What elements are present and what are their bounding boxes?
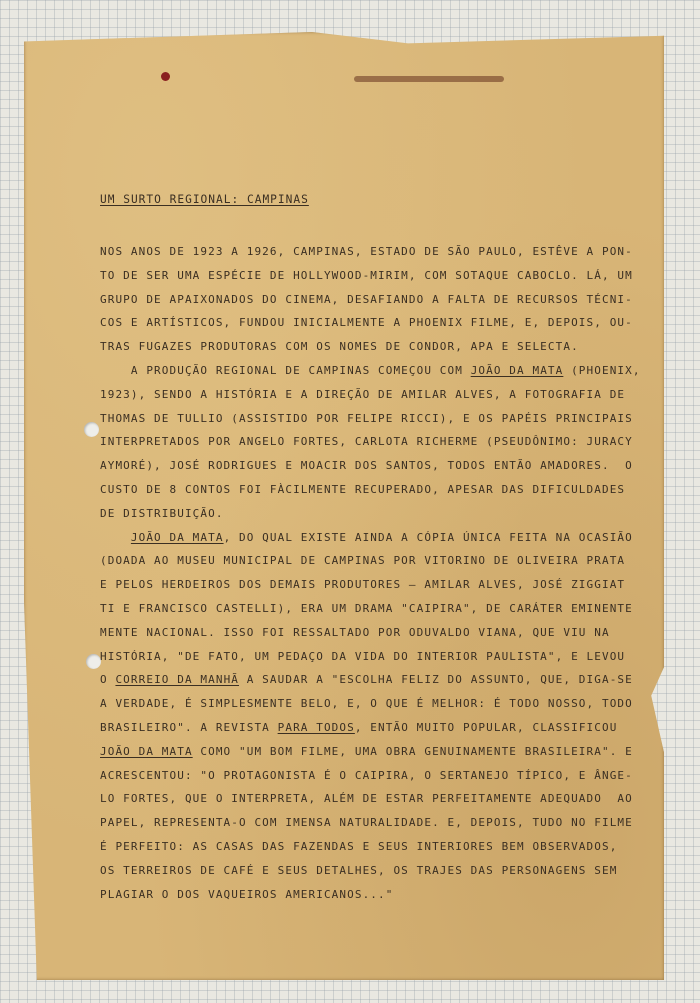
text-segment: A SAUDAR A "ESCOLHA FELIZ DO ASSUNTO, QUE, DIGA-SE: [239, 673, 633, 687]
text-line: [100, 740, 645, 764]
text-segment: TRAS FUGAZES PRODUTORAS COM OS NOMES DE CONDOR, APA E SELECTA.: [100, 340, 579, 354]
text-line: [100, 359, 645, 383]
text-line: [100, 526, 645, 550]
text-segment: TI E FRANCISCO CASTELLI), ERA UM DRAMA "CAIPIRA", DE CARÁTER EMINENTE: [100, 601, 633, 615]
text-line: [100, 883, 645, 907]
text-line: [100, 764, 645, 788]
text-line: [100, 407, 645, 431]
text-line: [100, 502, 645, 526]
text-segment: O: [100, 673, 116, 687]
text-line: [100, 597, 645, 621]
text-segment: THOMAS DE TULLIO (ASSISTIDO POR FELIPE RICCI), E OS PAPÉIS PRINCIPAIS: [100, 411, 633, 425]
text-segment: (PHOENIX,: [563, 363, 641, 377]
underlined-title: CORREIO DA MANHÃ: [115, 673, 240, 687]
text-segment: É PERFEITO: AS CASAS DAS FAZENDAS E SEUS INTERIORES BEM OBSERVADOS,: [100, 839, 618, 853]
text-line: [100, 787, 645, 811]
text-segment: A VERDADE, É SIMPLESMENTE BELO, E, O QUE É MELHOR: É TODO NOSSO, TODO: [100, 697, 633, 711]
text-line: [100, 835, 645, 859]
text-line: [100, 859, 645, 883]
punch-hole-upper: [84, 422, 99, 437]
text-segment: ACRESCENTOU: "O PROTAGONISTA É O CAIPIRA, O SERTANEJO TÍPICO, E ÂNGE-: [100, 768, 633, 782]
document-title: UM SURTO REGIONAL: CAMPINAS: [100, 193, 309, 206]
text-segment: PAPEL, REPRESENTA-O COM IMENSA NATURALIDADE. E, DEPOIS, TUDO NO FILME: [100, 816, 633, 830]
text-line: [100, 645, 645, 669]
text-segment: INTERPRETADOS POR ANGELO FORTES, CARLOTA RICHERME (PSEUDÔNIMO: JURACY: [100, 435, 633, 449]
text-line: [100, 335, 645, 359]
text-segment: GRUPO DE APAIXONADOS DO CINEMA, DESAFIANDO A FALTA DE RECURSOS TÉCNI-: [100, 292, 633, 306]
text-segment: (DOADA AO MUSEU MUNICIPAL DE CAMPINAS POR VITORINO DE OLIVEIRA PRATA: [100, 554, 626, 568]
text-segment: A PRODUÇÃO REGIONAL DE CAMPINAS COMEÇOU COM: [100, 363, 471, 377]
stain-mark: [354, 76, 504, 82]
text-segment: PLAGIAR O DOS VAQUEIROS AMERICANOS...": [100, 887, 394, 901]
underlined-title: JOÃO DA MATA: [130, 530, 224, 544]
text-line: [100, 264, 645, 288]
text-segment: AYMORÉ), JOSÉ RODRIGUES E MOACIR DOS SANTOS, TODOS ENTÃO AMADORES. O: [100, 459, 633, 473]
text-segment: OS TERREIROS DE CAFÉ E SEUS DETALHES, OS TRAJES DAS PERSONAGENS SEM: [100, 863, 618, 877]
underlined-title: JOÃO DA MATA: [470, 363, 564, 377]
text-line: [100, 478, 645, 502]
text-line: [100, 668, 645, 692]
text-line: [100, 573, 645, 597]
text-segment: HISTÓRIA, "DE FATO, UM PEDAÇO DA VIDA DO INTERIOR PAULISTA", E LEVOU: [100, 649, 626, 663]
text-segment: BRASILEIRO". A REVISTA: [100, 720, 278, 734]
text-line: [100, 549, 645, 573]
text-line: [100, 311, 645, 335]
document-body: [100, 240, 645, 906]
text-line: [100, 288, 645, 312]
text-line: [100, 454, 645, 478]
text-line: [100, 716, 645, 740]
text-segment: COMO "UM BOM FILME, UMA OBRA GENUINAMENTE BRASILEIRA". E: [192, 744, 633, 758]
text-segment: CUSTO DE 8 CONTOS FOI FÀCILMENTE RECUPERADO, APESAR DAS DIFICULDADES: [100, 482, 626, 496]
text-segment: [100, 531, 131, 544]
underlined-title: JOÃO DA MATA: [100, 744, 193, 758]
text-segment: , DO QUAL EXISTE AINDA A CÓPIA ÚNICA FEITA NA OCASIÃO: [223, 530, 633, 544]
text-segment: COS E ARTÍSTICOS, FUNDOU INICIALMENTE A PHOENIX FILME, E, DEPOIS, OU-: [100, 316, 633, 330]
text-segment: E PELOS HERDEIROS DOS DEMAIS PRODUTORES — AMILAR ALVES, JOSÉ ZIGGIAT: [100, 578, 626, 592]
text-line: [100, 430, 645, 454]
punch-hole-lower: [86, 654, 101, 669]
text-segment: TO DE SER UMA ESPÉCIE DE HOLLYWOOD-MIRIM, COM SOTAQUE CABOCLO. LÁ, UM: [100, 268, 633, 282]
text-segment: DE DISTRIBUIÇÃO.: [100, 506, 224, 520]
underlined-title: PARA TODOS: [277, 720, 355, 734]
text-segment: , ENTÃO MUITO POPULAR, CLASSIFICOU: [354, 720, 618, 734]
text-segment: NOS ANOS DE 1923 A 1926, CAMPINAS, ESTADO DE SÃO PAULO, ESTÊVE A PON-: [100, 245, 633, 258]
text-segment: LO FORTES, QUE O INTERPRETA, ALÉM DE ESTAR PERFEITAMENTE ADEQUADO AO: [100, 792, 633, 806]
text-line: [100, 811, 645, 835]
text-line: [100, 692, 645, 716]
text-line: [100, 240, 645, 264]
text-line: [100, 383, 645, 407]
text-segment: MENTE NACIONAL. ISSO FOI RESSALTADO POR ODUVALDO VIANA, QUE VIU NA: [100, 625, 610, 639]
pin-mark: [161, 72, 170, 81]
text-line: [100, 621, 645, 645]
text-segment: 1923), SENDO A HISTÓRIA E A DIREÇÃO DE AMILAR ALVES, A FOTOGRAFIA DE: [100, 387, 626, 401]
